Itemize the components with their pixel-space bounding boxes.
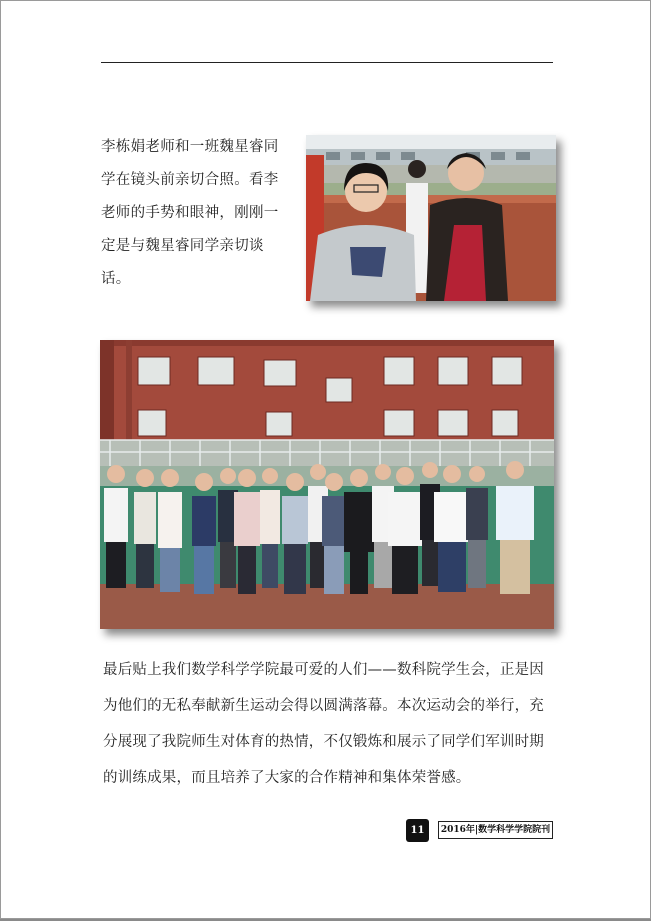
student-union-group-photo [100, 340, 554, 629]
header-rule [101, 62, 553, 63]
publication-label: 2016年|数学科学学院院刊 [438, 821, 553, 839]
photo-caption: 李栋娟老师和一班魏星睿同学在镜头前亲切合照。看李老师的手势和眼神，刚刚一定是与魏星睿同学亲切谈话。 [101, 139, 279, 287]
teacher-student-photo [306, 135, 556, 301]
closing-paragraph: 最后贴上我们数学科学学院最可爱的人们——数科院学生会，正是因为他们的无私奉献新生运动会得以圆满落幕。本次运动会的举行，充分展现了我院师生对体育的热情，不仅锻炼和展示了同学们军训时期的训练成果，而且培养了大家的合作精神和集体荣誉感。 [103, 662, 544, 786]
page-number: 11 [406, 819, 429, 842]
